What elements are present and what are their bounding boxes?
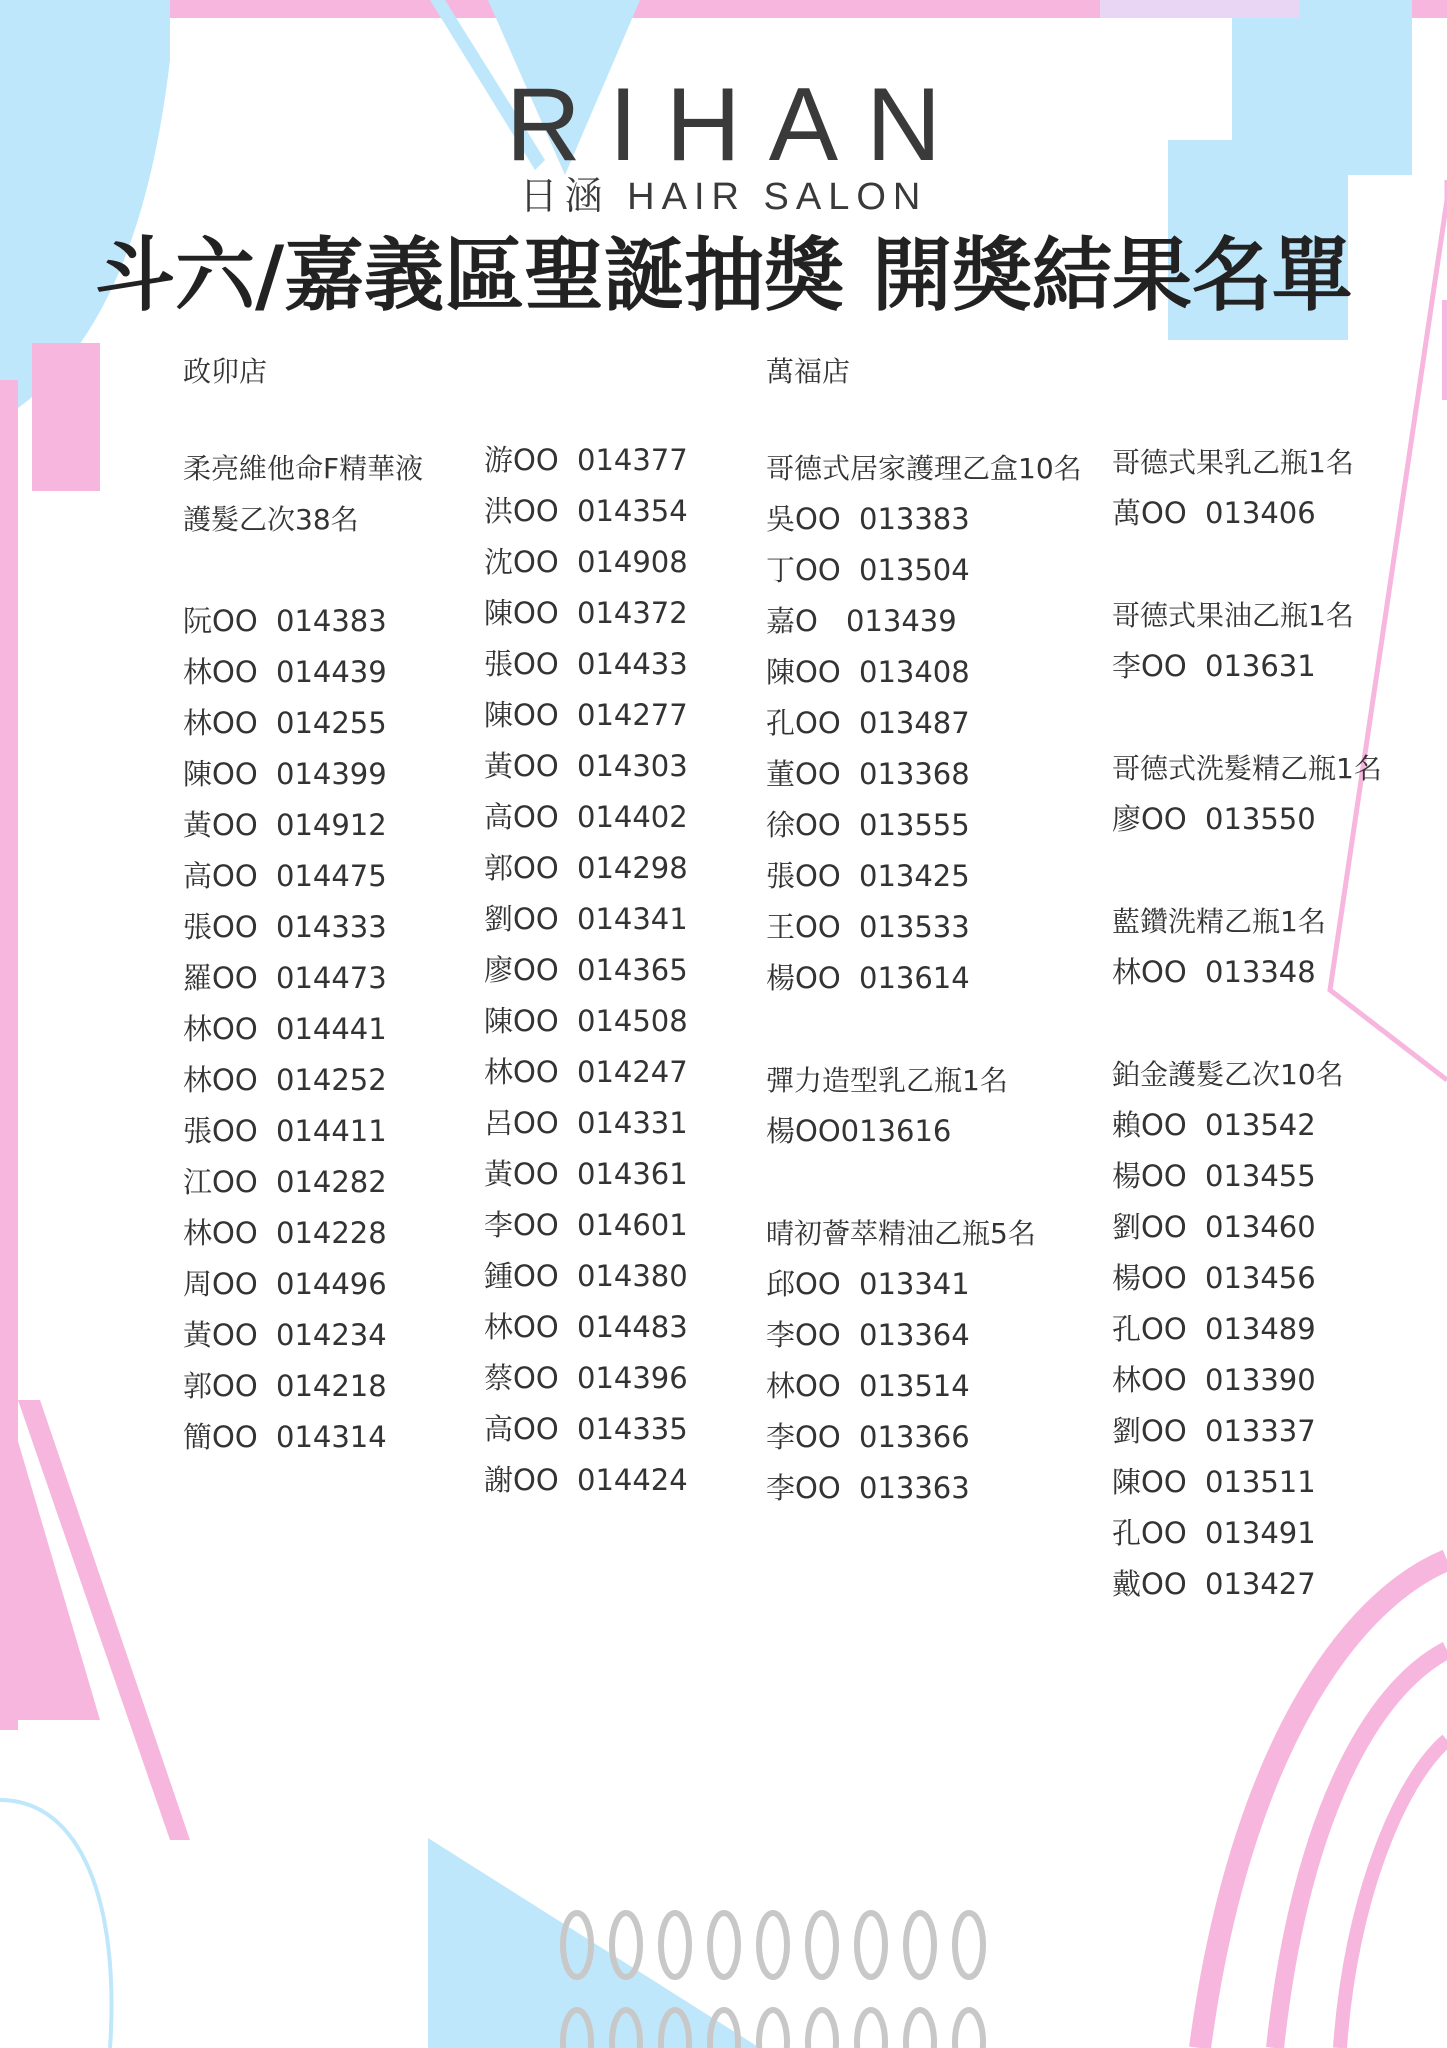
winner-name: 簡OO [183, 1420, 258, 1454]
winner-entry [183, 1361, 423, 1412]
winner-entry [766, 1412, 1082, 1463]
winner-name: 高OO [484, 1412, 559, 1446]
winner-name: 陳OO [484, 1004, 559, 1038]
winner-entry [766, 749, 1082, 800]
winner-number: 013341 [859, 1267, 970, 1301]
winner-name: 張OO [183, 1114, 258, 1148]
winner-name: 林OO [1112, 955, 1187, 989]
winner-name: 廖OO [484, 953, 559, 987]
winner-number: 013427 [1205, 1567, 1316, 1601]
winner-entry [766, 953, 1082, 1004]
winner-entry [1112, 1253, 1382, 1304]
winner-entry [484, 537, 688, 588]
winner-number: 013514 [859, 1369, 970, 1403]
winner-name: 孔OO [766, 706, 841, 740]
winner-entry [484, 1149, 688, 1200]
winner-name: 廖OO [1112, 802, 1187, 836]
winner-number: 013366 [859, 1420, 970, 1454]
winner-name: 孔OO [1112, 1312, 1187, 1346]
winner-entry [1112, 641, 1382, 692]
winner-number: 014912 [276, 808, 387, 842]
winner-entry [183, 1412, 423, 1463]
winner-name: 嘉O [766, 604, 818, 638]
winner-entry [484, 588, 688, 639]
spacer [183, 545, 423, 596]
winner-name: 陳OO [183, 757, 258, 791]
winner-entry [183, 647, 423, 698]
winner-number: 014314 [276, 1420, 387, 1454]
winner-number: 013439 [846, 604, 957, 638]
winner-number: 013368 [859, 757, 970, 791]
winner-entry [766, 1361, 1082, 1412]
winner-entry [766, 494, 1082, 545]
winner-name: 李OO [1112, 649, 1187, 683]
prize-label: 哥德式果油乙瓶1名 [1112, 599, 1354, 632]
winner-entry [484, 741, 688, 792]
brand-name: RIHAN [505, 67, 970, 183]
winner-name: 謝OO [484, 1463, 559, 1497]
winner-name: 林OO [766, 1369, 841, 1403]
winner-name: 吳OO [766, 502, 841, 536]
winner-number: 014303 [577, 749, 688, 783]
winner-entry [766, 800, 1082, 851]
winner-entry [484, 1200, 688, 1251]
winner-entry [183, 953, 423, 1004]
winner-name: 黃OO [484, 1157, 559, 1191]
winner-number: 014252 [276, 1063, 387, 1097]
winner-name: 孔OO [1112, 1516, 1187, 1550]
winner-number: 014365 [577, 953, 688, 987]
winner-name: 黃OO [183, 1318, 258, 1352]
winner-name: 游OO [484, 443, 559, 477]
winner-number: 014380 [577, 1259, 688, 1293]
winner-name: 呂OO [484, 1106, 559, 1140]
winner-number: 013511 [1205, 1465, 1316, 1499]
prize-label: 哥德式果乳乙瓶1名 [1112, 446, 1354, 479]
winner-name: 陳OO [484, 596, 559, 630]
winner-number: 014282 [276, 1165, 387, 1199]
winner-number: 013614 [859, 961, 970, 995]
winner-entry [766, 851, 1082, 902]
winner-name: 蔡OO [484, 1361, 559, 1395]
spacer [1112, 692, 1382, 743]
winner-column-2 [484, 435, 688, 1506]
winner-name: 徐OO [766, 808, 841, 842]
winner-entry [1112, 1406, 1382, 1457]
winner-name: 劉OO [1112, 1414, 1187, 1448]
winner-number: 014383 [276, 604, 387, 638]
page-title: 斗六/嘉義區聖誕抽獎 開獎結果名單 [94, 229, 1353, 322]
winner-number: 014277 [577, 698, 688, 732]
winner-number: 013406 [1205, 496, 1316, 530]
winner-number: 013337 [1205, 1414, 1316, 1448]
winner-entry [1112, 1508, 1382, 1559]
winner-entry [1112, 1355, 1382, 1406]
winner-name: 劉OO [484, 902, 559, 936]
winner-entry [766, 1310, 1082, 1361]
winner-number: 014228 [276, 1216, 387, 1250]
winner-entry [484, 1302, 688, 1353]
winner-number: 014483 [577, 1310, 688, 1344]
winner-number: 013487 [859, 706, 970, 740]
winner-entry [484, 945, 688, 996]
winner-name: 李OO [484, 1208, 559, 1242]
winner-number: 014508 [577, 1004, 688, 1038]
winner-entry [183, 851, 423, 902]
winner-entry [1112, 488, 1382, 539]
winner-entry [183, 1208, 423, 1259]
winner-name: 李OO [766, 1471, 841, 1505]
winner-entry [766, 1259, 1082, 1310]
winner-number: 014475 [276, 859, 387, 893]
prize-label: 哥德式居家護理乙盒10名 [766, 452, 1082, 485]
prize-label: 哥德式洗髮精乙瓶1名 [1112, 752, 1382, 785]
winner-number: 013456 [1205, 1261, 1316, 1295]
winner-entry [183, 596, 423, 647]
winner-name: 王OO [766, 910, 841, 944]
winner-entry [1112, 947, 1382, 998]
winner-number: 014441 [276, 1012, 387, 1046]
winner-entry [484, 1353, 688, 1404]
winner-number: 014496 [276, 1267, 387, 1301]
winner-entry [484, 894, 688, 945]
winner-name: 林OO [183, 1216, 258, 1250]
winner-entry [183, 902, 423, 953]
winner-entry [766, 902, 1082, 953]
winner-name: 楊OO013616 [766, 1114, 952, 1148]
winner-number: 013383 [859, 502, 970, 536]
winner-number: 014247 [577, 1055, 688, 1089]
winner-entry [484, 1098, 688, 1149]
winner-number: 013348 [1205, 955, 1316, 989]
winner-entry [1112, 1559, 1382, 1610]
winner-name: 邱OO [766, 1267, 841, 1301]
winner-name: 林OO [183, 1012, 258, 1046]
winner-number: 014361 [577, 1157, 688, 1191]
winner-number: 014601 [577, 1208, 688, 1242]
winner-number: 013363 [859, 1471, 970, 1505]
winner-column-3 [766, 443, 1082, 1514]
prize-label: 晴初薈萃精油乙瓶5名 [766, 1217, 1036, 1250]
store-heading-wanfu: 萬福店 [766, 355, 851, 388]
winner-name: 楊OO [1112, 1159, 1187, 1193]
winner-name: 阮OO [183, 604, 258, 638]
winner-entry [484, 639, 688, 690]
winner-number: 014411 [276, 1114, 387, 1148]
winner-name: 李OO [766, 1420, 841, 1454]
winner-number: 013460 [1205, 1210, 1316, 1244]
prize-label: 鉑金護髮乙次10名 [1112, 1058, 1344, 1091]
winner-name: 鍾OO [484, 1259, 559, 1293]
winner-entry [1112, 1100, 1382, 1151]
brand-logo [0, 67, 1447, 218]
prize-label: 藍鑽洗精乙瓶1名 [1112, 905, 1326, 938]
winner-entry [1112, 1304, 1382, 1355]
winner-entry [484, 435, 688, 486]
winner-entry [183, 1055, 423, 1106]
winner-number: 013390 [1205, 1363, 1316, 1397]
winner-entry [766, 647, 1082, 698]
winner-entry [183, 1259, 423, 1310]
winner-number: 013550 [1205, 802, 1316, 836]
spacer [766, 1157, 1082, 1208]
winner-name: 郭OO [183, 1369, 258, 1403]
winner-entry [1112, 1457, 1382, 1508]
winner-number: 014396 [577, 1361, 688, 1395]
winner-entry [484, 843, 688, 894]
winner-name: 周OO [183, 1267, 258, 1301]
winner-name: 林OO [1112, 1363, 1187, 1397]
winner-entry [484, 690, 688, 741]
winner-name: 黃OO [183, 808, 258, 842]
winner-number: 014424 [577, 1463, 688, 1497]
winner-entry [766, 545, 1082, 596]
winner-number: 014255 [276, 706, 387, 740]
winner-name: 羅OO [183, 961, 258, 995]
winner-name: 林OO [183, 706, 258, 740]
winner-entry [183, 1310, 423, 1361]
winner-number: 014377 [577, 443, 688, 477]
winner-number: 014234 [276, 1318, 387, 1352]
winner-number: 014298 [577, 851, 688, 885]
spacer [1112, 845, 1382, 896]
winner-name: 楊OO [766, 961, 841, 995]
winner-number: 013425 [859, 859, 970, 893]
winner-entry [1112, 1151, 1382, 1202]
winner-entry [766, 1463, 1082, 1514]
winner-name: 林OO [183, 655, 258, 689]
winner-number: 014218 [276, 1369, 387, 1403]
winner-name: 江OO [183, 1165, 258, 1199]
winner-name: 林OO [183, 1063, 258, 1097]
winner-name: 李OO [766, 1318, 841, 1352]
winner-name: 戴OO [1112, 1567, 1187, 1601]
winner-name: 林OO [484, 1310, 559, 1344]
winner-entry [183, 1106, 423, 1157]
winner-entry [484, 792, 688, 843]
winner-entry [484, 1047, 688, 1098]
winner-number: 013491 [1205, 1516, 1316, 1550]
winner-number: 014399 [276, 757, 387, 791]
prize-label: 柔亮維他命F精華液 [183, 452, 424, 485]
winner-number: 013504 [859, 553, 970, 587]
winner-number: 014333 [276, 910, 387, 944]
winner-entry [484, 996, 688, 1047]
spacer [766, 1004, 1082, 1055]
winner-name: 賴OO [1112, 1108, 1187, 1142]
winner-name: 董OO [766, 757, 841, 791]
winner-name: 郭OO [484, 851, 559, 885]
winner-number: 014372 [577, 596, 688, 630]
winner-entry [484, 486, 688, 537]
winner-name: 張OO [183, 910, 258, 944]
winner-number: 013364 [859, 1318, 970, 1352]
winner-number: 014433 [577, 647, 688, 681]
prize-label: 護髮乙次38名 [183, 503, 359, 536]
winner-name: 張OO [484, 647, 559, 681]
winner-name: 丁OO [766, 553, 841, 587]
winner-name: 萬OO [1112, 496, 1187, 530]
winner-name: 洪OO [484, 494, 559, 528]
winner-entry [484, 1404, 688, 1455]
winner-number: 013542 [1205, 1108, 1316, 1142]
winner-name: 高OO [183, 859, 258, 893]
winner-column-4 [1112, 437, 1382, 1610]
winner-entry [183, 1004, 423, 1055]
winner-number: 013555 [859, 808, 970, 842]
winner-name: 劉OO [1112, 1210, 1187, 1244]
winner-name: 陳OO [766, 655, 841, 689]
brand-subtitle: 日涵 HAIR SALON [519, 176, 928, 218]
winner-number: 014473 [276, 961, 387, 995]
winner-number: 014335 [577, 1412, 688, 1446]
winner-name: 黃OO [484, 749, 559, 783]
winner-name: 楊OO [1112, 1261, 1187, 1295]
winner-entry [183, 800, 423, 851]
winner-entry [766, 698, 1082, 749]
winner-column-1 [183, 443, 423, 1463]
winner-entry [766, 1106, 1082, 1157]
winner-number: 014908 [577, 545, 688, 579]
winner-entry [183, 698, 423, 749]
winner-number: 013533 [859, 910, 970, 944]
prize-label: 彈力造型乳乙瓶1名 [766, 1064, 1008, 1097]
winner-entry [183, 749, 423, 800]
winner-entry [484, 1455, 688, 1506]
store-heading-zhengmao: 政卯店 [183, 355, 268, 388]
winner-number: 013408 [859, 655, 970, 689]
winner-name: 陳OO [484, 698, 559, 732]
spacer [1112, 998, 1382, 1049]
winner-entry [1112, 1202, 1382, 1253]
winner-number: 014402 [577, 800, 688, 834]
winner-number: 014439 [276, 655, 387, 689]
winner-number: 013455 [1205, 1159, 1316, 1193]
winner-name: 林OO [484, 1055, 559, 1089]
winner-entry [484, 1251, 688, 1302]
winner-name: 張OO [766, 859, 841, 893]
spacer [1112, 539, 1382, 590]
winner-entry [183, 1157, 423, 1208]
winner-name: 沈OO [484, 545, 559, 579]
winner-entry [1112, 794, 1382, 845]
winner-name: 高OO [484, 800, 559, 834]
winner-number: 014331 [577, 1106, 688, 1140]
winner-entry [766, 596, 1082, 647]
winner-number: 014341 [577, 902, 688, 936]
winner-number: 014354 [577, 494, 688, 528]
winner-name: 陳OO [1112, 1465, 1187, 1499]
winner-number: 013489 [1205, 1312, 1316, 1346]
winner-number: 013631 [1205, 649, 1316, 683]
